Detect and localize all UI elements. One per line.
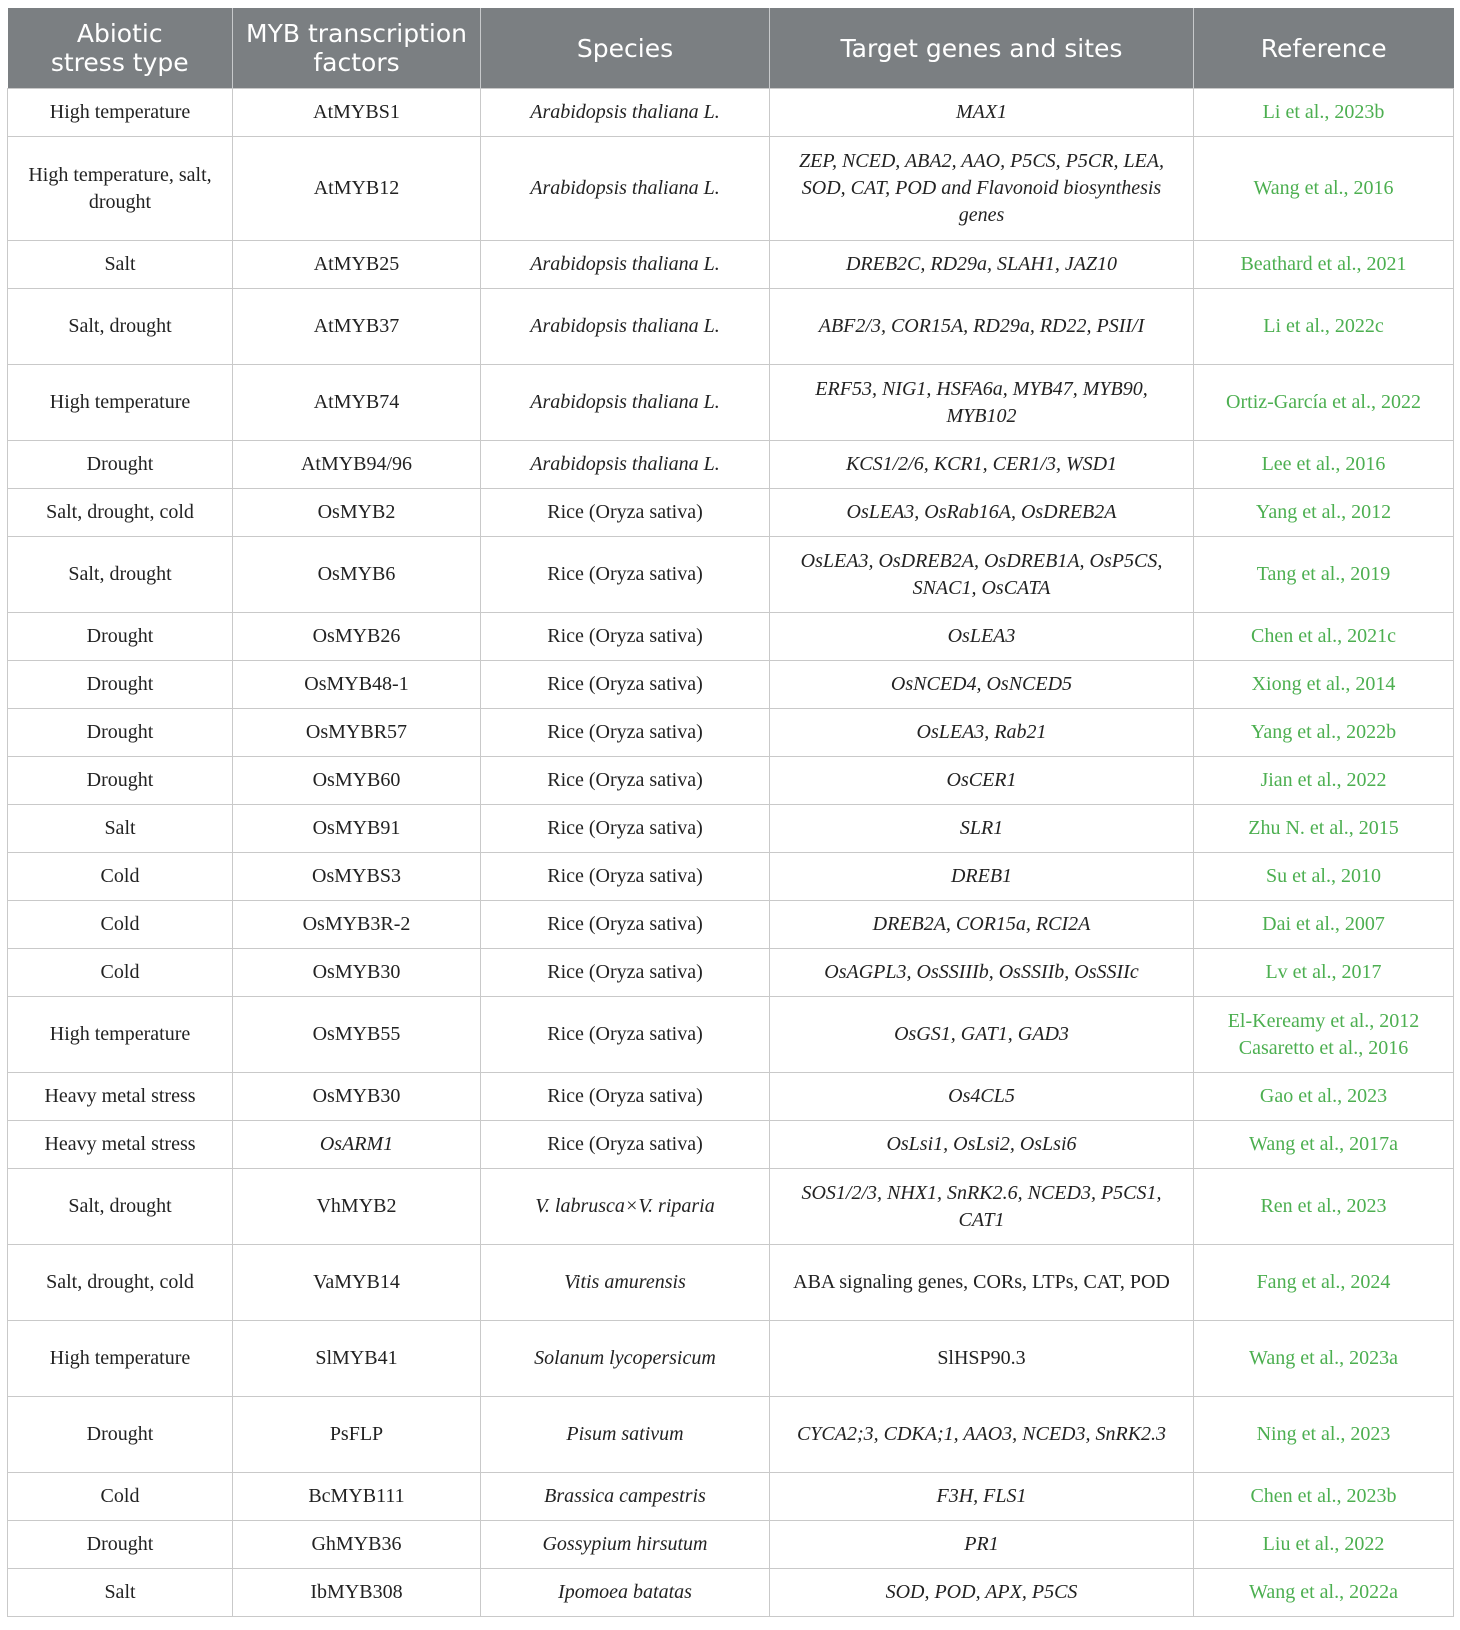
header-reference: Reference [1194,8,1454,89]
cell-myb-factor: OsMYB30 [233,949,481,997]
cell-myb-factor: OsMYBR57 [233,709,481,757]
cell-species: Rice (Oryza sativa) [481,997,770,1073]
cell-species: Arabidopsis thaliana L. [481,241,770,289]
table-row [8,137,1454,241]
reference-link[interactable]: Chen et al., 2023b [1250,1485,1397,1507]
reference-link[interactable]: Gao et al., 2023 [1259,1085,1388,1107]
cell-stress-type: Salt [8,1569,233,1617]
cell-stress-type: Drought [8,1397,233,1473]
reference-link[interactable]: Li et al., 2023b [1262,101,1385,123]
header-target-genes: Target genes and sites [770,8,1194,89]
table-row [8,89,1454,137]
reference-link[interactable]: El-Kereamy et al., 2012 [1227,1009,1420,1032]
reference-link[interactable]: Ning et al., 2023 [1256,1423,1391,1445]
reference-link[interactable]: Liu et al., 2022 [1262,1533,1385,1555]
table-row [8,805,1454,853]
table-row [8,489,1454,537]
cell-myb-factor: OsMYB30 [233,1073,481,1121]
cell-myb-factor: IbMYB308 [233,1569,481,1617]
cell-target-genes: SlHSP90.3 [770,1321,1194,1397]
cell-myb-factor: VaMYB14 [233,1245,481,1321]
cell-reference [1194,289,1454,365]
cell-target-genes: OsCER1 [770,757,1194,805]
cell-target-genes: DREB1 [770,853,1194,901]
cell-myb-factor: BcMYB111 [233,1473,481,1521]
header-myb-factors: MYB transcription factors [233,8,481,89]
cell-stress-type: Drought [8,613,233,661]
cell-species: Rice (Oryza sativa) [481,537,770,613]
cell-stress-type: High temperature [8,365,233,441]
cell-stress-type: Drought [8,757,233,805]
cell-stress-type: Salt, drought [8,537,233,613]
cell-target-genes: Os4CL5 [770,1073,1194,1121]
header-row [8,8,1454,89]
cell-stress-type: Heavy metal stress [8,1073,233,1121]
cell-reference [1194,1121,1454,1169]
table-row [8,901,1454,949]
cell-target-genes: OsLsi1, OsLsi2, OsLsi6 [770,1121,1194,1169]
cell-reference [1194,1321,1454,1397]
cell-stress-type: Salt [8,241,233,289]
cell-species: Arabidopsis thaliana L. [481,137,770,241]
cell-reference [1194,997,1454,1073]
cell-reference [1194,949,1454,997]
cell-myb-factor: PsFLP [233,1397,481,1473]
cell-myb-factor: OsMYB6 [233,537,481,613]
cell-stress-type: Salt [8,805,233,853]
cell-species: Rice (Oryza sativa) [481,757,770,805]
cell-myb-factor: OsMYBS3 [233,853,481,901]
table-row [8,757,1454,805]
cell-myb-factor: SlMYB41 [233,1321,481,1397]
reference-link[interactable]: Ren et al., 2023 [1260,1195,1387,1217]
cell-myb-factor: OsMYB48-1 [233,661,481,709]
cell-reference [1194,1473,1454,1521]
cell-reference [1194,853,1454,901]
table-row [8,289,1454,365]
table-row [8,853,1454,901]
header-stress-type: Abiotic stress type [8,8,233,89]
myb-table [7,8,1454,1617]
cell-target-genes: OsLEA3, OsDREB2A, OsDREB1A, OsP5CS, SNAC1, OsCATA [770,537,1194,613]
cell-species: Rice (Oryza sativa) [481,613,770,661]
cell-reference [1194,441,1454,489]
cell-myb-factor: OsMYB55 [233,997,481,1073]
cell-target-genes: PR1 [770,1521,1194,1569]
table-row [8,661,1454,709]
cell-stress-type: Cold [8,1473,233,1521]
cell-reference [1194,1169,1454,1245]
cell-reference [1194,661,1454,709]
cell-species: Vitis amurensis [481,1245,770,1321]
cell-stress-type: High temperature [8,89,233,137]
cell-stress-type: Cold [8,901,233,949]
reference-link[interactable]: Casaretto et al., 2016 [1238,1036,1409,1059]
cell-target-genes: OsLEA3, Rab21 [770,709,1194,757]
cell-reference [1194,613,1454,661]
cell-species: Rice (Oryza sativa) [481,853,770,901]
table-row [8,1245,1454,1321]
cell-stress-type: Drought [8,709,233,757]
cell-myb-factor: AtMYB74 [233,365,481,441]
cell-stress-type: Drought [8,1521,233,1569]
cell-target-genes: OsLEA3 [770,613,1194,661]
cell-target-genes: OsLEA3, OsRab16A, OsDREB2A [770,489,1194,537]
reference-link[interactable]: Zhu N. et al., 2015 [1248,817,1399,839]
cell-species: Pisum sativum [481,1397,770,1473]
cell-reference [1194,137,1454,241]
cell-species: Ipomoea batatas [481,1569,770,1617]
cell-stress-type: Drought [8,441,233,489]
cell-reference [1194,901,1454,949]
reference-link[interactable]: Li et al., 2022c [1263,315,1384,337]
reference-link[interactable]: Xiong et al., 2014 [1251,673,1396,695]
reference-link[interactable]: Beathard et al., 2021 [1240,253,1407,275]
table-container [7,8,1453,1617]
table-row [8,613,1454,661]
cell-myb-factor: GhMYB36 [233,1521,481,1569]
table-row [8,1121,1454,1169]
cell-reference [1194,365,1454,441]
cell-myb-factor: OsMYB60 [233,757,481,805]
cell-species: V. labrusca×V. riparia [481,1169,770,1245]
reference-link[interactable]: Fang et al., 2024 [1256,1271,1391,1293]
cell-reference [1194,241,1454,289]
reference-link[interactable]: Wang et al., 2017a [1249,1133,1398,1155]
cell-target-genes: ZEP, NCED, ABA2, AAO, P5CS, P5CR, LEA, SOD, CAT, POD and Flavonoid biosynthesis genes [770,137,1194,241]
cell-reference [1194,1397,1454,1473]
cell-target-genes: MAX1 [770,89,1194,137]
table-row [8,997,1454,1073]
cell-target-genes: ABA signaling genes, CORs, LTPs, CAT, POD [770,1245,1194,1321]
table-row [8,537,1454,613]
cell-target-genes: DREB2A, COR15a, RCI2A [770,901,1194,949]
reference-link[interactable]: Ortiz-García et al., 2022 [1226,391,1421,413]
cell-species: Rice (Oryza sativa) [481,805,770,853]
cell-stress-type: Salt, drought [8,289,233,365]
table-row [8,1321,1454,1397]
cell-species: Arabidopsis thaliana L. [481,89,770,137]
cell-target-genes: OsNCED4, OsNCED5 [770,661,1194,709]
cell-stress-type: High temperature [8,1321,233,1397]
cell-myb-factor: OsARM1 [233,1121,481,1169]
cell-reference [1194,709,1454,757]
cell-stress-type: Salt, drought, cold [8,489,233,537]
cell-myb-factor: AtMYB12 [233,137,481,241]
cell-reference [1194,489,1454,537]
cell-target-genes: SLR1 [770,805,1194,853]
cell-target-genes: KCS1/2/6, KCR1, CER1/3, WSD1 [770,441,1194,489]
cell-myb-factor: AtMYB37 [233,289,481,365]
cell-species: Gossypium hirsutum [481,1521,770,1569]
cell-species: Rice (Oryza sativa) [481,709,770,757]
reference-link[interactable]: Yang et al., 2012 [1255,501,1392,523]
cell-stress-type: High temperature, salt, drought [8,137,233,241]
cell-myb-factor: OsMYB26 [233,613,481,661]
reference-link[interactable]: Tang et al., 2019 [1256,563,1391,585]
table-row [8,709,1454,757]
cell-target-genes: ABF2/3, COR15A, RD29a, RD22, PSII/I [770,289,1194,365]
reference-link[interactable]: Su et al., 2010 [1266,865,1381,887]
cell-species: Brassica campestris [481,1473,770,1521]
cell-target-genes: OsAGPL3, OsSSIIIb, OsSSIIb, OsSSIIc [770,949,1194,997]
cell-myb-factor: AtMYBS1 [233,89,481,137]
reference-link[interactable]: Lv et al., 2017 [1265,961,1382,983]
reference-link[interactable]: Yang et al., 2022b [1250,721,1397,743]
table-row [8,1473,1454,1521]
cell-species: Rice (Oryza sativa) [481,949,770,997]
table-row [8,441,1454,489]
cell-target-genes: DREB2C, RD29a, SLAH1, JAZ10 [770,241,1194,289]
cell-target-genes: CYCA2;3, CDKA;1, AAO3, NCED3, SnRK2.3 [770,1397,1194,1473]
cell-myb-factor: VhMYB2 [233,1169,481,1245]
cell-reference [1194,757,1454,805]
cell-myb-factor: AtMYB25 [233,241,481,289]
cell-reference [1194,1245,1454,1321]
cell-myb-factor: AtMYB94/96 [233,441,481,489]
cell-reference [1194,1521,1454,1569]
cell-reference [1194,1569,1454,1617]
cell-species: Solanum lycopersicum [481,1321,770,1397]
reference-link[interactable]: Dai et al., 2007 [1262,913,1385,935]
cell-species: Rice (Oryza sativa) [481,901,770,949]
table-row [8,1521,1454,1569]
reference-link[interactable]: Jian et al., 2022 [1260,769,1387,791]
cell-myb-factor: OsMYB2 [233,489,481,537]
cell-stress-type: Cold [8,853,233,901]
cell-stress-type: Cold [8,949,233,997]
reference-link[interactable]: Wang et al., 2016 [1253,177,1394,199]
cell-stress-type: High temperature [8,997,233,1073]
reference-link[interactable]: Wang et al., 2023a [1249,1347,1398,1369]
table-row [8,365,1454,441]
cell-target-genes: ERF53, NIG1, HSFA6a, MYB47, MYB90, MYB102 [770,365,1194,441]
cell-stress-type: Salt, drought [8,1169,233,1245]
cell-target-genes: F3H, FLS1 [770,1473,1194,1521]
cell-myb-factor: OsMYB91 [233,805,481,853]
header-species: Species [481,8,770,89]
cell-reference [1194,1073,1454,1121]
cell-species: Rice (Oryza sativa) [481,661,770,709]
reference-link[interactable]: Chen et al., 2021c [1251,625,1396,647]
cell-reference [1194,537,1454,613]
table-row [8,949,1454,997]
table-row [8,1073,1454,1121]
cell-stress-type: Salt, drought, cold [8,1245,233,1321]
cell-species: Arabidopsis thaliana L. [481,365,770,441]
cell-species: Arabidopsis thaliana L. [481,441,770,489]
cell-species: Rice (Oryza sativa) [481,1073,770,1121]
table-row [8,1169,1454,1245]
cell-myb-factor: OsMYB3R-2 [233,901,481,949]
cell-stress-type: Drought [8,661,233,709]
table-row [8,1569,1454,1617]
cell-target-genes: SOS1/2/3, NHX1, SnRK2.6, NCED3, P5CS1, CAT1 [770,1169,1194,1245]
cell-species: Rice (Oryza sativa) [481,489,770,537]
table-row [8,241,1454,289]
cell-species: Arabidopsis thaliana L. [481,289,770,365]
cell-target-genes: OsGS1, GAT1, GAD3 [770,997,1194,1073]
cell-species: Rice (Oryza sativa) [481,1121,770,1169]
reference-link[interactable]: Wang et al., 2022a [1249,1581,1398,1603]
cell-stress-type: Heavy metal stress [8,1121,233,1169]
cell-reference [1194,89,1454,137]
cell-reference [1194,805,1454,853]
table-row [8,1397,1454,1473]
cell-target-genes: SOD, POD, APX, P5CS [770,1569,1194,1617]
reference-link[interactable]: Lee et al., 2016 [1261,453,1386,475]
